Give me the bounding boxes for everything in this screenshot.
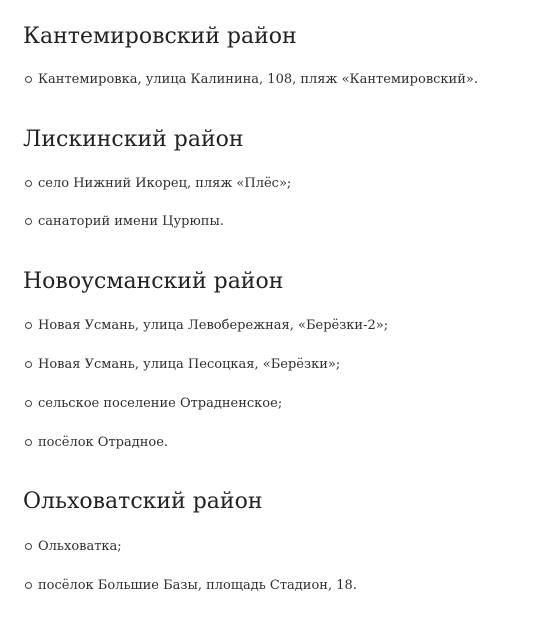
list-item-text: Ольховатка; [38,539,122,554]
list-item-text: Новая Усмань, улица Левобережная, «Берёзки-2»; [38,318,389,333]
section-olkhovatsky [23,488,523,593]
section-heading: Новоусманский район [23,269,284,294]
circle-bullet-icon [25,218,32,225]
list-item-text: село Нижний Икорец, пляж «Плёс»; [38,176,292,191]
list-item-text: Новая Усмань, улица Песоцкая, «Берёзки»; [38,357,341,372]
section-heading: Ольховатский район [23,489,263,514]
circle-bullet-icon [25,543,32,550]
list-item-text: сельское поселение Отрадненское; [38,396,283,411]
list-item-text: посёлок Большие Базы, площадь Стадион, 18. [38,578,357,593]
section-liskinsky [23,126,523,229]
section-heading: Лискинский район [23,127,244,152]
circle-bullet-icon [25,76,32,83]
section-novousmansky [23,268,523,450]
list-item-text: посёлок Отрадное. [38,435,169,450]
section-heading: Кантемировский район [23,24,297,49]
circle-bullet-icon [25,180,32,187]
list-item-text: Кантемировка, улица Калинина, 108, пляж «Кантемировский». [38,72,478,87]
circle-bullet-icon [25,400,32,407]
circle-bullet-icon [25,582,32,589]
circle-bullet-icon [25,439,32,446]
list-item-text: санаторий имени Цурюпы. [38,214,224,229]
circle-bullet-icon [25,322,32,329]
circle-bullet-icon [25,361,32,368]
section-kantemirovsky [23,23,523,87]
